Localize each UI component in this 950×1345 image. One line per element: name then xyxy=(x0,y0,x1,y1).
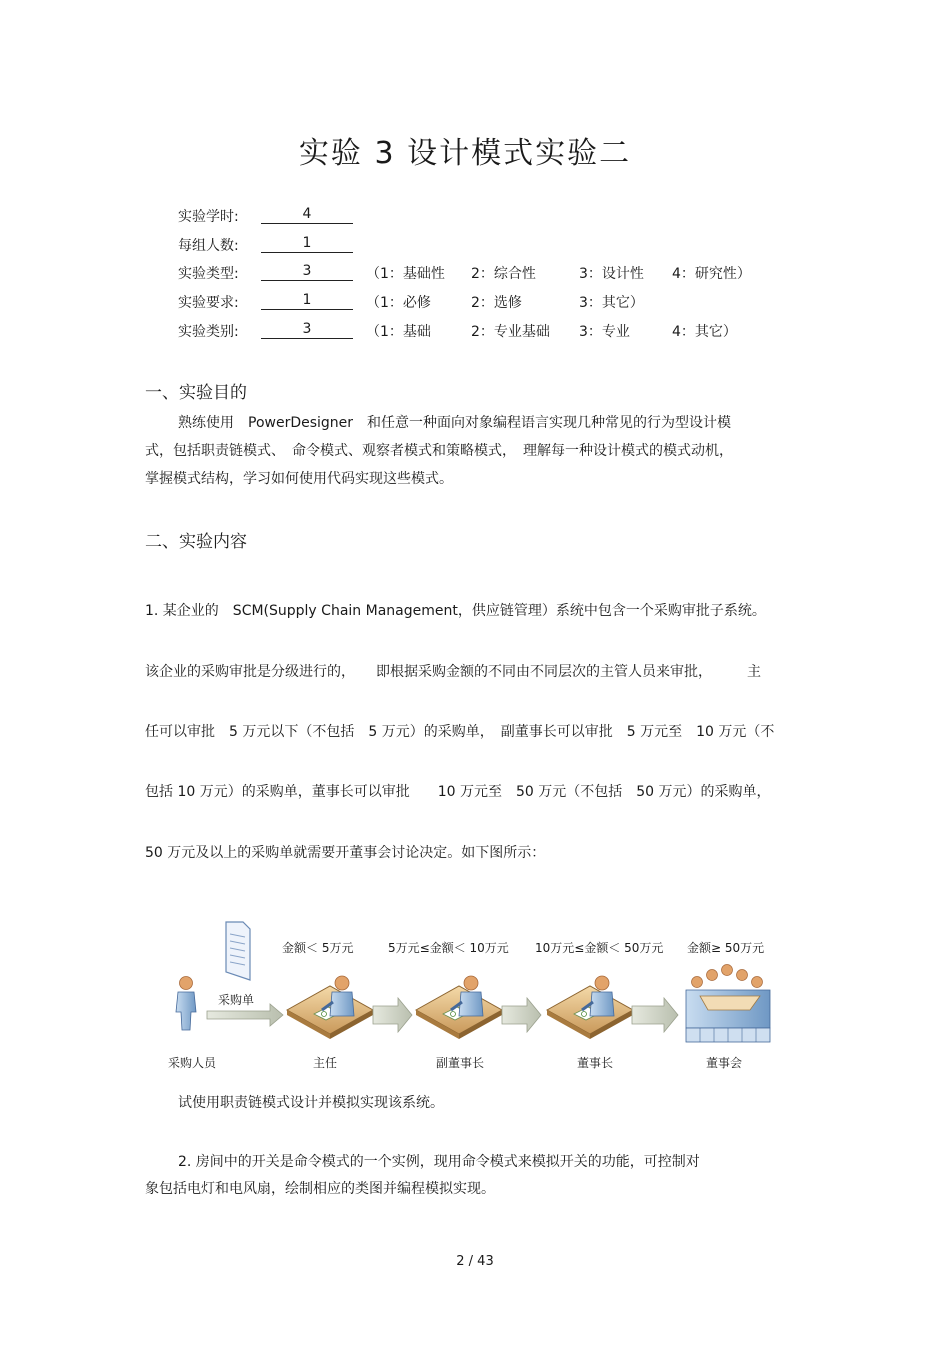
arrow-icon xyxy=(632,998,678,1032)
figure-role: 董事长 xyxy=(577,1056,614,1070)
page-number: 2 / 43 xyxy=(456,1254,494,1269)
desk-worker-icon xyxy=(547,976,633,1039)
figure-condition: 5万元≤金额＜ 10万元 xyxy=(388,941,509,955)
task-1-text: 试使用职责链模式设计并模拟实现该系统。 xyxy=(178,1095,444,1111)
figure-condition: 金额＜ 5万元 xyxy=(282,941,354,955)
paragraph-line: 2. 房间中的开关是命令模式的一个实例，现用命令模式来模拟开关的功能，可控制对 xyxy=(178,1154,700,1170)
info-option: 4：研究性） xyxy=(672,266,751,282)
document-icon xyxy=(226,922,250,980)
info-label-category: 实验类别: xyxy=(178,324,239,340)
info-option: （1：必修 xyxy=(366,295,431,311)
info-option: 3：其它） xyxy=(579,295,644,311)
arrow-icon xyxy=(373,998,412,1032)
figure-role: 采购人员 xyxy=(168,1056,217,1070)
arrow-icon xyxy=(502,998,541,1032)
figure-condition: 金额≥ 50万元 xyxy=(687,941,765,955)
paragraph-line: 熟练使用 PowerDesigner 和任意一种面向对象编程语言实现几种常见的行为型设计模 xyxy=(178,415,732,431)
info-option: （1：基础 xyxy=(366,324,431,340)
info-option: （1：基础性 xyxy=(366,266,445,282)
purchaser-icon xyxy=(176,977,196,1031)
info-value-type: 3 xyxy=(261,263,353,281)
figure-role: 副董事长 xyxy=(436,1056,485,1070)
desk-worker-icon xyxy=(287,976,373,1039)
section-heading-content: 二、实验内容 xyxy=(145,532,247,552)
info-option: 2：综合性 xyxy=(471,266,536,282)
paragraph-line: 任可以审批 5 万元以下（不包括 5 万元）的采购单， 副董事长可以审批 5 万元至 10 万元（不 xyxy=(145,724,775,740)
info-label-group: 每组人数: xyxy=(178,238,239,254)
info-value-group: 1 xyxy=(261,235,353,253)
paragraph-line: 50 万元及以上的采购单就需要开董事会讨论决定。如下图所示： xyxy=(145,845,546,861)
info-option: 2：专业基础 xyxy=(471,324,550,340)
section-heading-purpose: 一、实验目的 xyxy=(145,383,247,403)
paragraph-line: 式，包括职责链模式、 命令模式、观察者模式和策略模式， 理解每一种设计模式的模式动机， xyxy=(145,443,733,459)
info-label-type: 实验类型: xyxy=(178,266,239,282)
paragraph-line: 该企业的采购审批是分级进行的， 即根据采购金额的不同由不同层次的主管人员来审批， 主 xyxy=(145,664,761,680)
figure-doc-label: 采购单 xyxy=(218,993,255,1007)
paragraph-line: 1. 某企业的 SCM(Supply Chain Management，供应链管理）系统中包含一个采购审批子系统。 xyxy=(145,603,766,619)
info-value-category: 3 xyxy=(261,321,353,339)
paragraph-line: 掌握模式结构，学习如何使用代码实现这些模式。 xyxy=(145,471,453,487)
info-value-requirement: 1 xyxy=(261,292,353,310)
info-option: 4：其它） xyxy=(672,324,737,340)
info-label-hours: 实验学时: xyxy=(178,209,239,225)
info-value-hours: 4 xyxy=(261,206,353,224)
info-label-requirement: 实验要求: xyxy=(178,295,239,311)
info-option: 3：专业 xyxy=(579,324,630,340)
paragraph-line: 包括 10 万元）的采购单，董事长可以审批 10 万元至 50 万元（不包括 50 万元）的采购单， xyxy=(145,784,771,800)
page-title: 实验 3 设计模式实验二 xyxy=(298,136,632,171)
figure-role: 主任 xyxy=(313,1056,338,1070)
figure-role: 董事会 xyxy=(706,1056,743,1070)
desk-worker-icon xyxy=(416,976,502,1039)
info-option: 2：选修 xyxy=(471,295,522,311)
figure-condition: 10万元≤金额＜ 50万元 xyxy=(535,941,664,955)
paragraph-line: 象包括电灯和电风扇，绘制相应的类图并编程模拟实现。 xyxy=(145,1181,495,1197)
board-meeting-icon xyxy=(686,965,770,1043)
info-option: 3：设计性 xyxy=(579,266,644,282)
